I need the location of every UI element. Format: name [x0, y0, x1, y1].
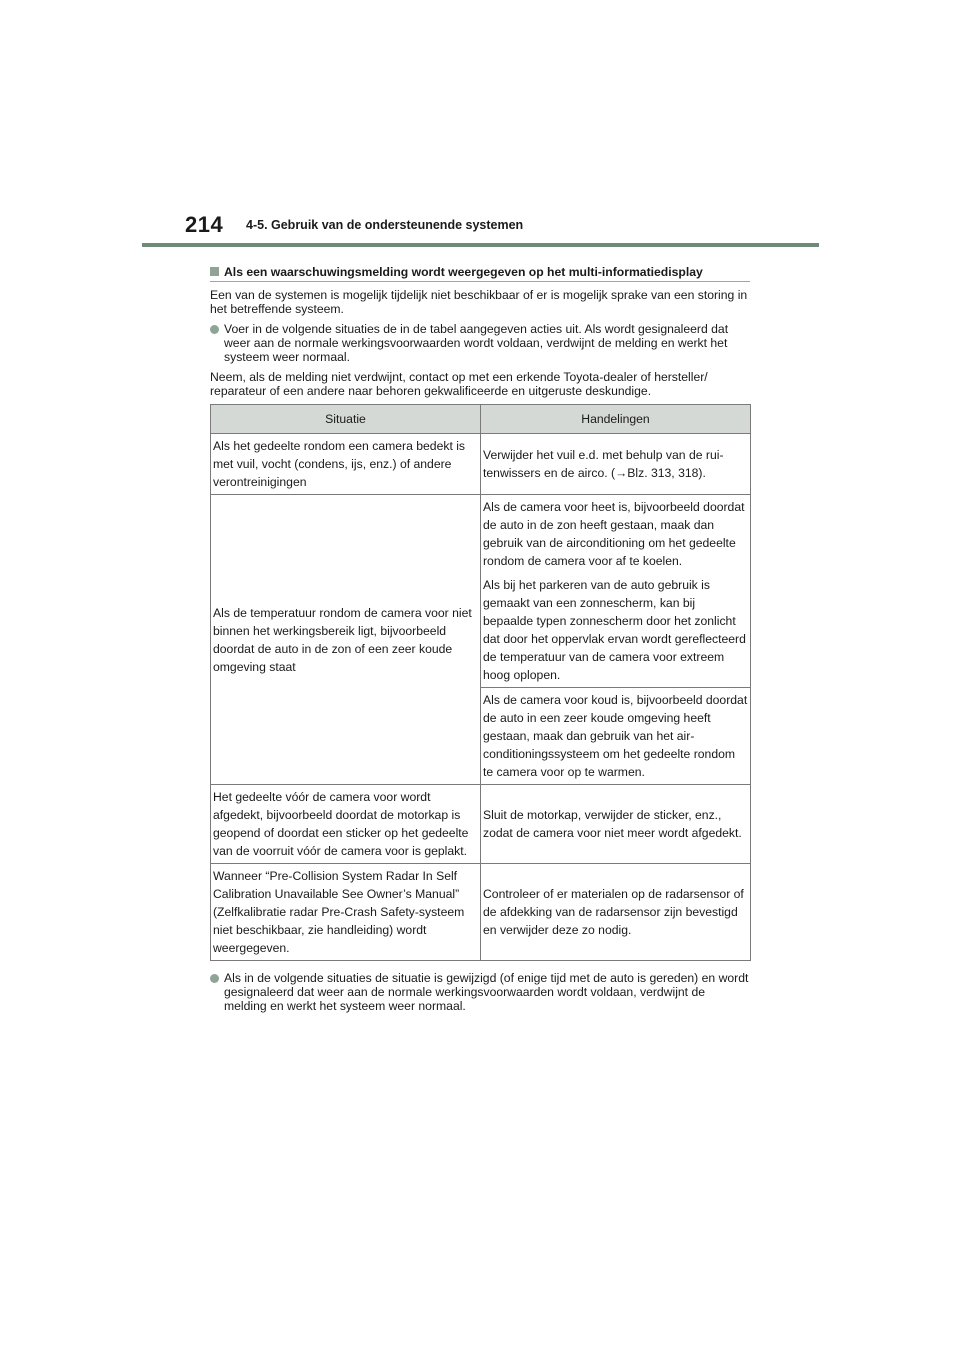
warning-table	[210, 404, 751, 961]
column-header-situation: Situatie	[211, 405, 481, 434]
table-header-row	[211, 405, 751, 434]
section-heading	[210, 265, 750, 282]
action-cell: Als de camera voor koud is, bijvoorbeeld doordat de auto in een zeer koude omgeving heeft gestaan, maak dan gebruik van het airconditioningssysteem om het gedeelte rondom te camera voor op te warmen.	[481, 688, 751, 785]
action-paragraph: Als bij het parkeren van de auto gebruik is gemaakt van een zonnescherm, kan bij bepaalde typen zonnescherm door het zonlicht dat door het oppervlak ervan wordt gereflecteerd de temperatuur van de camera voor extreem hoog oplopen.	[483, 578, 746, 682]
bullet-item	[210, 322, 750, 364]
action-cell: Sluit de motorkap, verwijder de sticker, enz., zodat de camera voor niet meer wordt afgedekt.	[481, 785, 751, 864]
situation-cell: Wanneer “Pre-Collision System Radar In Self Calibration Unavailable See Owner’s Manual” (Zelfkalibratie radar Pre-Crash Safety-systeem niet beschikbaar, zie handleiding) wordt weergegeven.	[211, 864, 481, 961]
bullet-text: Als in de volgende situaties de situatie is gewijzigd (of enige tijd met de auto is gereden) en wordt gesignaleerd dat weer aan de normale werkingsvoorwaarden wordt voldaan, verdwijnt de melding en werkt het systeem weer normaal.	[224, 971, 749, 1013]
chapter-title: 4-5. Gebruik van de ondersteunende systemen	[246, 218, 524, 232]
bullet-item	[210, 971, 750, 1013]
situation-cell: Als de temperatuur rondom de camera voor niet binnen het werkingsbereik ligt, bijvoorbeeld doordat de auto in de zon of een zeer koude omgeving staat	[211, 495, 481, 785]
header-rule	[142, 243, 819, 247]
action-cell: Verwijder het vuil e.d. met behulp van de ruitenwissers en de airco. (→Blz. 313, 318).	[481, 434, 751, 495]
table-row	[211, 785, 751, 864]
section-heading-text: Als een waarschuwingsmelding wordt weergegeven op het multi-informatiedisplay	[224, 265, 703, 279]
note-paragraph: Neem, als de melding niet verdwijnt, contact op met een erkende Toyota-dealer of hersteller/ reparateur of een andere naar behoren gekwalificeerde en uitgeruste deskundige.	[210, 370, 708, 398]
page-number: 214	[185, 212, 224, 237]
square-bullet-icon	[210, 267, 219, 276]
table-row	[211, 495, 751, 688]
round-bullet-icon	[210, 974, 219, 983]
intro-paragraph: Een van de systemen is mogelijk tijdelijk niet beschikbaar of er is mogelijk sprake van een storing in het betreffende systeem.	[210, 288, 748, 316]
round-bullet-icon	[210, 325, 219, 334]
situation-cell: Het gedeelte vóór de camera voor wordt afgedekt, bijvoorbeeld doordat de motorkap is geopend of doordat een sticker op het gedeelte van de voorruit vóór de camera voor is geplakt.	[211, 785, 481, 864]
table-row	[211, 864, 751, 961]
situation-cell: Als het gedeelte rondom een camera bedekt is met vuil, vocht (condens, ijs, enz.) of andere verontreinigingen	[211, 434, 481, 495]
action-cell	[481, 495, 751, 688]
table-row	[211, 434, 751, 495]
main-content	[210, 265, 750, 1019]
bullet-text: Voer in de volgende situaties de in de tabel aangegeven acties uit. Als wordt gesignaleerd dat weer aan de normale werkingsvoorwaarden wordt voldaan, verdwijnt de melding en werkt het systeem weer normaal.	[224, 322, 729, 364]
column-header-actions: Handelingen	[481, 405, 751, 434]
action-paragraph: Als de camera voor heet is, bijvoorbeeld doordat de auto in de zon heeft gestaan, maak dan gebruik van de airconditioning om het gedeelte rondom de camera voor af te koelen.	[483, 500, 745, 568]
action-cell: Controleer of er materialen op de radarsensor of de afdekking van de radarsensor zijn bevestigd en verwijder deze zo nodig.	[481, 864, 751, 961]
